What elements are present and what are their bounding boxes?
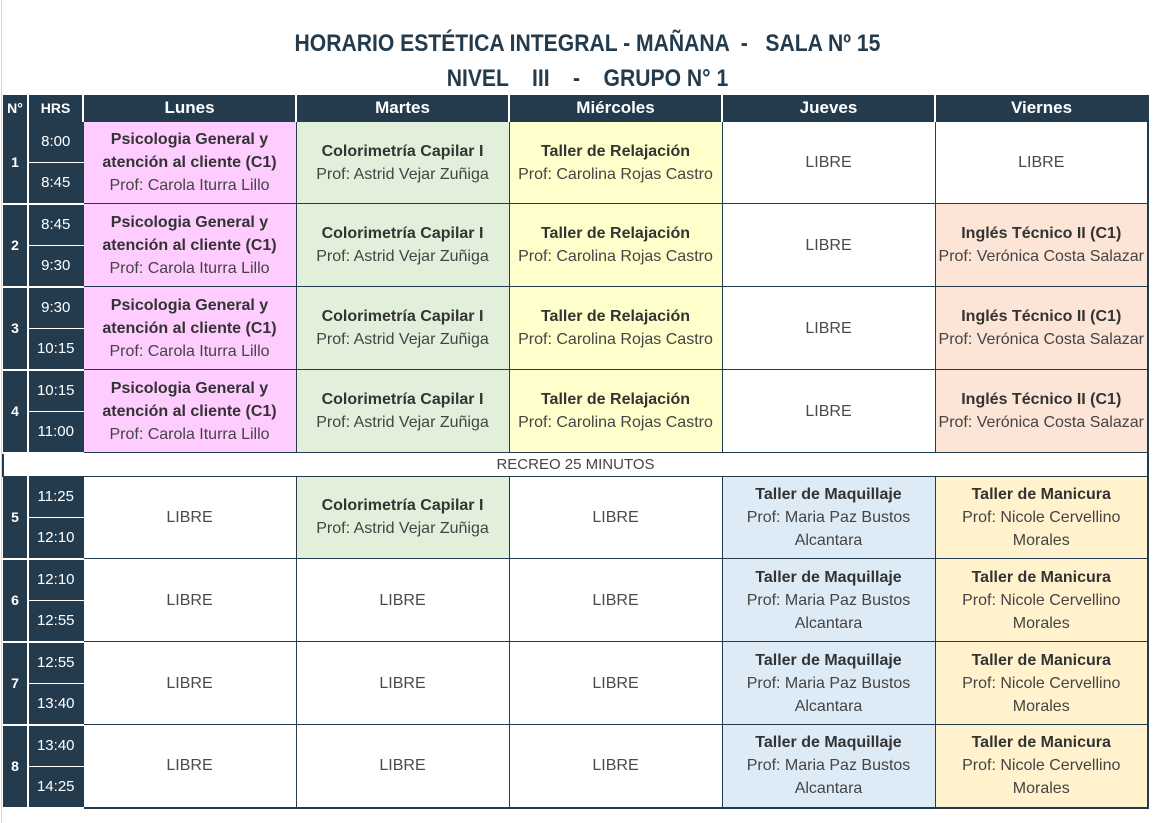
free-cell-wednesday: LIBRE xyxy=(509,476,722,559)
class-cell-tuesday xyxy=(296,476,509,559)
course-name: Psicologia General y atención al cliente (C1) xyxy=(102,379,277,420)
class-cell-tuesday xyxy=(296,287,509,370)
course-name: Taller de Maquillaje xyxy=(755,734,902,752)
course-teacher: Prof: Maria Paz Bustos Alcantara xyxy=(746,508,911,549)
schedule-row xyxy=(3,370,1148,412)
period-number: 3 xyxy=(3,287,28,370)
class-cell-friday xyxy=(935,287,1148,370)
schedule-table xyxy=(2,95,1149,809)
free-cell-thursday: LIBRE xyxy=(722,287,935,370)
period-end-time: 9:30 xyxy=(28,245,83,287)
free-cell-monday: LIBRE xyxy=(83,642,296,725)
schedule-row xyxy=(3,287,1148,329)
schedule-row xyxy=(3,476,1148,517)
course-teacher: Prof: Astrid Vejar Zuñiga xyxy=(316,165,489,183)
course-name: Taller de Maquillaje xyxy=(755,485,902,503)
period-end-time: 12:10 xyxy=(28,517,83,559)
course-name: Psicologia General y atención al cliente (C1) xyxy=(102,131,277,171)
class-cell-thursday xyxy=(722,642,935,725)
period-number: 6 xyxy=(3,559,28,642)
period-start-time: 9:30 xyxy=(28,287,83,329)
course-teacher: Prof: Astrid Vejar Zuñiga xyxy=(316,520,489,538)
period-start-time: 13:40 xyxy=(28,725,83,767)
schedule-subtitle: NIVEL III - GRUPO N° 1 xyxy=(446,65,729,92)
course-name: Inglés Técnico II (C1) xyxy=(961,308,1122,325)
course-teacher: Prof: Maria Paz Bustos Alcantara xyxy=(746,674,911,715)
period-number: 4 xyxy=(3,370,28,453)
schedule-row xyxy=(3,122,1148,163)
recess-row xyxy=(3,453,1148,477)
period-end-time: 8:45 xyxy=(28,162,83,204)
period-end-time: 14:25 xyxy=(28,766,83,808)
class-cell-friday xyxy=(935,642,1148,725)
class-cell-tuesday xyxy=(296,122,509,204)
course-teacher: Prof: Astrid Vejar Zuñiga xyxy=(316,248,489,265)
period-start-time: 10:15 xyxy=(28,370,83,412)
schedule-row xyxy=(3,559,1148,601)
header-day-thursday: Jueves xyxy=(722,95,935,122)
header-day-monday: Lunes xyxy=(83,95,296,122)
course-name: Inglés Técnico II (C1) xyxy=(961,225,1122,242)
period-number: 2 xyxy=(3,204,28,287)
period-end-time: 10:15 xyxy=(28,328,83,370)
free-cell-tuesday: LIBRE xyxy=(296,559,509,642)
course-name: Taller de Maquillaje xyxy=(755,651,902,669)
course-name: Taller de Manicura xyxy=(971,485,1111,503)
class-cell-thursday xyxy=(722,476,935,559)
course-teacher: Prof: Carolina Rojas Castro xyxy=(518,414,713,431)
course-name: Colorimetría Capilar I xyxy=(321,497,484,515)
class-cell-thursday xyxy=(722,559,935,642)
schedule-row xyxy=(3,725,1148,767)
schedule-body xyxy=(3,122,1148,808)
period-start-time: 12:55 xyxy=(28,642,83,684)
free-cell-monday: LIBRE xyxy=(83,476,296,559)
course-teacher: Prof: Astrid Vejar Zuñiga xyxy=(316,414,489,431)
period-number: 8 xyxy=(3,725,28,808)
free-cell-thursday: LIBRE xyxy=(722,370,935,453)
free-cell-thursday: LIBRE xyxy=(722,122,935,204)
class-cell-tuesday xyxy=(296,204,509,287)
course-name: Psicologia General y atención al cliente (C1) xyxy=(102,296,277,337)
free-cell-monday: LIBRE xyxy=(83,725,296,808)
period-start-time: 8:00 xyxy=(28,122,83,163)
course-teacher: Prof: Carola Iturra Lillo xyxy=(109,342,270,360)
period-start-time: 8:45 xyxy=(28,204,83,246)
header-row xyxy=(3,95,1148,122)
free-cell-wednesday: LIBRE xyxy=(509,642,722,725)
course-teacher: Prof: Maria Paz Bustos Alcantara xyxy=(746,757,911,798)
class-cell-wednesday xyxy=(509,204,722,287)
course-teacher: Prof: Carola Iturra Lillo xyxy=(109,177,270,194)
course-teacher: Prof: Maria Paz Bustos Alcantara xyxy=(746,591,911,632)
class-cell-friday xyxy=(935,370,1148,453)
class-cell-friday xyxy=(935,476,1148,559)
course-name: Taller de Manicura xyxy=(971,651,1111,669)
header-hours: HRS xyxy=(28,95,83,122)
course-teacher: Prof: Verónica Costa Salazar xyxy=(938,248,1144,265)
period-end-time: 11:00 xyxy=(28,411,83,453)
period-start-time: 12:10 xyxy=(28,559,83,601)
period-end-time: 13:40 xyxy=(28,683,83,725)
course-name: Taller de Relajación xyxy=(540,142,691,160)
header-number: N° xyxy=(3,95,28,122)
course-teacher: Prof: Carola Iturra Lillo xyxy=(109,425,270,443)
course-teacher: Prof: Nicole Cervellino Morales xyxy=(962,508,1121,549)
course-teacher: Prof: Astrid Vejar Zuñiga xyxy=(316,331,489,348)
free-cell-tuesday: LIBRE xyxy=(296,725,509,808)
header-day-friday: Viernes xyxy=(935,95,1148,122)
course-name: Colorimetría Capilar I xyxy=(321,391,484,408)
course-name: Colorimetría Capilar I xyxy=(321,142,484,160)
class-cell-friday xyxy=(935,204,1148,287)
course-name: Colorimetría Capilar I xyxy=(321,308,484,325)
course-name: Taller de Maquillaje xyxy=(755,568,902,586)
course-name: Taller de Relajación xyxy=(540,391,691,408)
free-cell-wednesday: LIBRE xyxy=(509,725,722,808)
course-teacher: Prof: Carolina Rojas Castro xyxy=(518,165,713,183)
course-name: Taller de Manicura xyxy=(971,568,1111,586)
course-name: Colorimetría Capilar I xyxy=(321,225,484,242)
class-cell-wednesday xyxy=(509,122,722,204)
recess-label: RECREO 25 MINUTOS xyxy=(3,453,1148,477)
course-teacher: Prof: Carola Iturra Lillo xyxy=(109,259,270,277)
period-number: 7 xyxy=(3,642,28,725)
header-day-tuesday: Martes xyxy=(296,95,509,122)
course-teacher: Prof: Carolina Rojas Castro xyxy=(518,331,713,348)
course-teacher: Prof: Carolina Rojas Castro xyxy=(518,248,713,265)
free-cell-tuesday: LIBRE xyxy=(296,642,509,725)
course-teacher: Prof: Nicole Cervellino Morales xyxy=(962,674,1121,715)
period-number: 5 xyxy=(3,476,28,559)
course-name: Psicologia General y atención al cliente (C1) xyxy=(102,213,277,254)
schedule-row xyxy=(3,204,1148,246)
course-name: Taller de Relajación xyxy=(540,225,691,242)
class-cell-tuesday xyxy=(296,370,509,453)
schedule-title: HORARIO ESTÉTICA INTEGRAL - MAÑANA - SALA Nº 15 xyxy=(294,30,881,57)
class-cell-monday xyxy=(83,287,296,370)
free-cell-monday: LIBRE xyxy=(83,559,296,642)
course-teacher: Prof: Verónica Costa Salazar xyxy=(938,331,1144,348)
course-name: Taller de Relajación xyxy=(540,308,691,325)
course-teacher: Prof: Nicole Cervellino Morales xyxy=(962,591,1121,632)
class-cell-thursday xyxy=(722,725,935,808)
class-cell-wednesday xyxy=(509,287,722,370)
class-cell-monday xyxy=(83,370,296,453)
course-teacher: Prof: Nicole Cervellino Morales xyxy=(962,757,1121,798)
class-cell-friday xyxy=(935,559,1148,642)
class-cell-monday xyxy=(83,122,296,204)
course-teacher: Prof: Verónica Costa Salazar xyxy=(938,414,1144,431)
header-day-wednesday: Miércoles xyxy=(509,95,722,122)
period-number: 1 xyxy=(3,122,28,204)
course-name: Inglés Técnico II (C1) xyxy=(961,391,1122,408)
free-cell-thursday: LIBRE xyxy=(722,204,935,287)
free-cell-friday: LIBRE xyxy=(935,122,1148,204)
period-start-time: 11:25 xyxy=(28,476,83,517)
schedule-row xyxy=(3,642,1148,684)
course-name: Taller de Manicura xyxy=(971,734,1111,752)
period-end-time: 12:55 xyxy=(28,600,83,642)
class-cell-monday xyxy=(83,204,296,287)
class-cell-wednesday xyxy=(509,370,722,453)
free-cell-wednesday: LIBRE xyxy=(509,559,722,642)
class-cell-friday xyxy=(935,725,1148,808)
